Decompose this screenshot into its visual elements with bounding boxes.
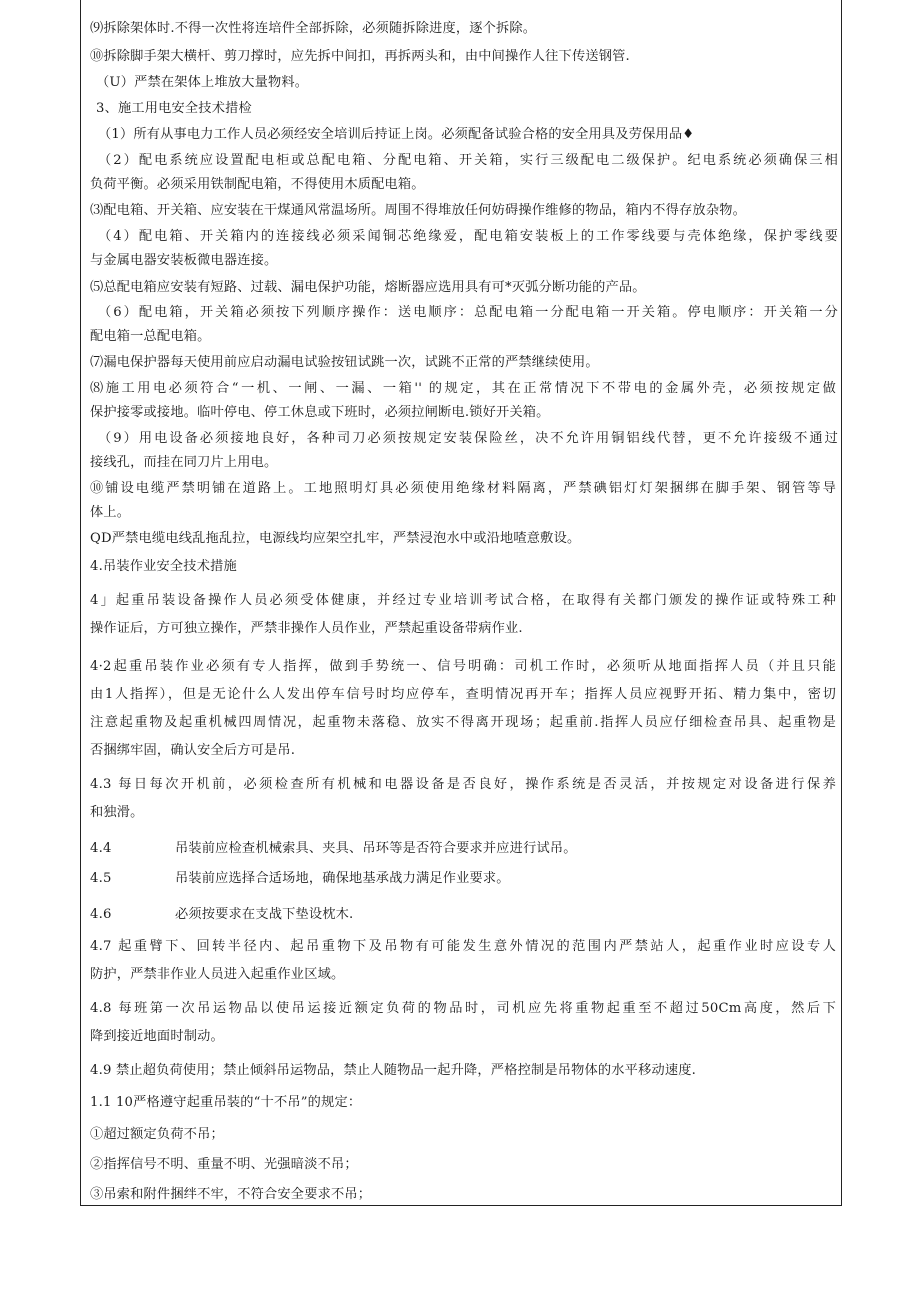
item-text: 吊装前应检查机械索具、夹具、吊环等是否符合要求并应进行试吊。	[175, 841, 577, 856]
text-line: （1）所有从事电力工作人员必须经安全培训后持证上岗。必须配备试验合格的安全用具及劳保用品♦	[98, 127, 695, 142]
text-line: 由1人指挥），但是无论什么人发出停车信号时均应停车，查明情况再开车；指挥人员应视野开拓、精力集中，密切	[90, 687, 836, 702]
item-text: 必须按要求在支战下垫设枕木.	[175, 907, 354, 922]
text-line: 否捆绑牢固，确认安全后方可是吊.	[90, 743, 296, 758]
text-line	[90, 868, 842, 890]
text-line: 4·2起重吊装作业必须有专人指挥，做到手势统一、信号明确：司机工作时，必须听从地面指挥人员（并且只能	[90, 659, 836, 674]
text-line: ⑶配电箱、开关箱、应安装在干煤通风常温场所。周围不得堆放任何妨碍操作维修的物品，箱内不得存放杂物。	[90, 203, 746, 218]
text-line: 与金属电器安装板微电器连接。	[90, 253, 278, 268]
text-line: 接线孔，而挂在同刀片上用电。	[90, 455, 278, 470]
text-line: ⑻施工用电必须符合“一机、一闸、一漏、一箱'' 的规定，其在正常情况下不带电的金属外壳，必须按规定做	[90, 381, 836, 396]
text-line: ⑸总配电箱应安装有短路、过载、漏电保护功能，熔断器应选用具有可*灭弧分断功能的产品。	[90, 280, 646, 295]
text-line: 注意起重物及起重机械四周情况，起重物未落稳、放实不得离开现场；起重前.指挥人员应仔细检查吊具、起重物是	[90, 715, 836, 730]
item-number: 4.5	[90, 871, 112, 886]
text-line: （2）配电系统应设置配电柜或总配电箱、分配电箱、开关箱，实行三级配电二级保护。纪电系统必须确保三相	[98, 153, 838, 168]
text-line: 和独滑。	[90, 805, 144, 820]
text-line: 操作证后，方可独立操作，严禁非操作人员作业，严禁起重设备带病作业.	[90, 621, 523, 636]
text-line: 4.9 禁止超负荷使用；禁止倾斜吊运物品，禁止人随物品一起升降，严格控制是吊物体的水平移动速度.	[90, 1063, 697, 1078]
text-line	[90, 838, 842, 860]
text-line: 防护，严禁非作业人员进入起重作业区域。	[90, 967, 345, 982]
text-line: 1.1 10严格遵守起重吊装的“十不吊”的规定：	[90, 1095, 362, 1110]
text-line: 负荷平衡。必须采用铁制配电箱，不得使用木质配电箱。	[90, 177, 425, 192]
text-line: 4」起重吊装设备操作人员必须受体健康，并经过专业培训考试合格，在取得有关都门颁发的操作证或特殊工种	[90, 593, 836, 608]
text-line: ⑩拆除脚手架大横杆、剪刀撑时，应先拆中间扣，再拆两头和，由中间操作人往下传送钢管.	[90, 49, 630, 64]
section-heading: 3、施工用电安全技术措检	[96, 101, 252, 116]
text-line: （9）用电设备必须接地良好，各种司刀必须按规定安装保险丝，决不允许用铜铝线代替，更不允许接级不通过	[98, 431, 838, 446]
text-line: 体上。	[90, 505, 131, 520]
item-number: 4.4	[90, 841, 112, 856]
item-text: 吊装前应选择合适场地，确保地基承战力满足作业要求。	[175, 871, 510, 886]
text-line: ⑩铺设电缆严禁明铺在道路上。工地照明灯具必须使用绝缘材料隔离，严禁碘铝灯灯架捆绑在脚手架、钢管等导	[90, 481, 836, 496]
text-line: ③吊索和附件捆绊不牢，不符合安全要求不吊；	[90, 1187, 372, 1202]
text-line: ①超过额定负荷不吊；	[90, 1127, 224, 1142]
text-line: 降到接近地面时制动。	[90, 1029, 224, 1044]
text-line: 4.7 起重臂下、回转半径内、起吊重物下及吊物有可能发生意外情况的范围内严禁站人，起重作业时应设专人	[90, 939, 836, 954]
text-line: ⑼拆除架体时.不得一次性将连培件全部拆除，必须随拆除进度，逐个拆除。	[90, 21, 537, 36]
text-line: （4）配电箱、开关箱内的连接线必须采闻铜芯绝缘爱，配电箱安装板上的工作零线要与壳体绝缘，保护零线要	[98, 229, 838, 244]
text-line: （6）配电箱，开关箱必须按下列顺序操作：送电顺序：总配电箱一分配电箱一开关箱。停电顺序：开关箱一分	[98, 305, 838, 320]
text-line: 配电箱一总配电箱。	[90, 329, 211, 344]
text-line: ⑺漏电保护器每天使用前应启动漏电试验按钮试跳一次，试跳不正常的严禁继续使用。	[90, 355, 599, 370]
text-line: 4.8 每班第一次吊运物品以使吊运接近额定负荷的物品时，司机应先将重物起重至不超过50Cm高度，然后下	[90, 1001, 836, 1016]
text-line: QD严禁电缆电线乱拖乱拉，电源线均应架空扎牢，严禁浸泡水中或沿地喳意敷设。	[90, 531, 581, 546]
text-line: 4.3 每日每次开机前，必须检查所有机械和电器设备是否良好，操作系统是否灵活，并按规定对设备进行保养	[90, 777, 836, 792]
text-line: ②指挥信号不明、重量不明、光强暗淡不吊；	[90, 1157, 358, 1172]
text-line: （U）严禁在架体上堆放大量物料。	[96, 75, 309, 90]
text-line: 保护接零或接地。临叶停电、停工休息或下班时，必须拉闸断电.锁好开关箱。	[90, 405, 550, 420]
section-heading: 4.吊装作业安全技术措施	[90, 559, 237, 574]
text-line	[90, 904, 842, 926]
item-number: 4.6	[90, 907, 112, 922]
